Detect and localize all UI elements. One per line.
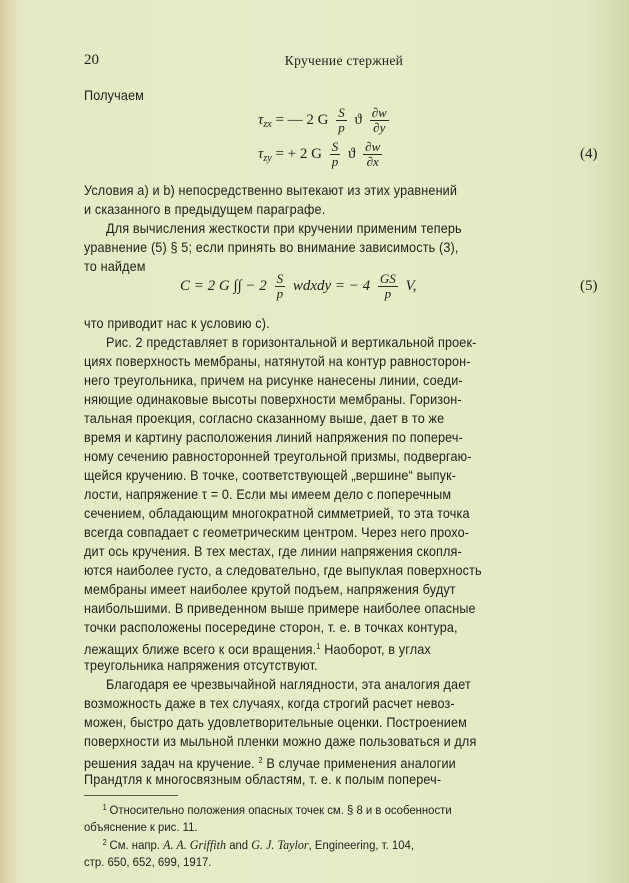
paragraph-4-line: время и картину расположения линий напряжения по попереч- xyxy=(84,430,464,445)
paragraph-4-line: лежащих ближе всего к оси вращения.$^1$ Наоборот, в углах xyxy=(84,642,431,657)
footnote-divider xyxy=(84,795,178,796)
footnote-ref-1[interactable]: 1 xyxy=(316,642,321,651)
paragraph-5-line: Благодаря ее чрезвычайной наглядности, эта аналогия дает xyxy=(106,677,471,692)
paragraph-4-line: всегда совпадает с геометрическим центром. Через него прохо- xyxy=(84,525,470,540)
paragraph-4-line: тальная проекция, согласно сказанному выше, дает в то же xyxy=(84,411,445,426)
footnote-2-cont: стр. 650, 652, 699, 1917. xyxy=(84,854,212,869)
paragraph-5-line: решения задач на кручение. $^2$ В случае применения аналогии xyxy=(84,756,456,771)
equation-4-number: (4) xyxy=(580,146,598,162)
paragraph-1-line: и сказанного в предыдущем параграфе. xyxy=(84,202,326,217)
paragraph-4-line: щейся кручению. В точке, соответствующей „вершине“ выпук- xyxy=(84,468,457,483)
footnote-1: $^1$ Относительно положения опасных точек см. § 8 и в особенности xyxy=(102,803,452,817)
paragraph-5-line: возможность даже в тех случаях, когда строгий расчет невоз- xyxy=(84,696,455,711)
footnote-ref-2[interactable]: 2 xyxy=(258,756,263,765)
paragraph-4-line: Рис. 2 представляет в горизонтальной и вертикальной проек- xyxy=(106,335,477,350)
paragraph-1-line: Условия a) и b) непосредственно вытекают из этих уравнений xyxy=(84,183,458,198)
paragraph-2-line: то найдем xyxy=(84,259,146,274)
paragraph-4-line: точки расположены посередине сторон, т. е. в точках контура, xyxy=(84,620,458,635)
page-number: 20 xyxy=(84,52,99,68)
equation-5-number: (5) xyxy=(580,278,598,294)
paragraph-4-line: ются наиболее густо, а следовательно, где выпуклая поверхность xyxy=(84,563,482,578)
equation-4-line-2: $\tau_{zy}$ = + 2 G $\frac{S}{p}$ ϑ $\frac{\partial w}{\partial x}$ xyxy=(258,139,381,169)
footnote-2: $^2$ См. напр. A. A. Griffith and G. J. Taylor, Engineering, т. 104, xyxy=(102,837,414,852)
paragraph-2-line: Для вычисления жесткости при кручении применим теперь xyxy=(106,221,462,236)
paragraph-5-line: поверхности из мыльной пленки можно даже пользоваться и для xyxy=(84,734,477,749)
paragraph-4-line: лости, напряжение τ = 0. Если мы имеем дело с поперечным xyxy=(84,487,452,502)
paragraph-4-line: дит ось кручения. В тех местах, где линии напряжения скопля- xyxy=(84,544,462,559)
paragraph-4-line: циях поверхность мембраны, натянутой на контур равносторон- xyxy=(84,354,471,369)
paragraph-4-line: ному сечению равносторонней треугольной призмы, подвергаю- xyxy=(84,449,472,464)
paragraph-4-line: няющие одинаковые высоты поверхности мембраны. Горизон- xyxy=(84,392,462,407)
paragraph-4-line: наибольшими. В приведенном выше примере наиболее опасные xyxy=(84,601,476,616)
paragraph-5-line: можен, быстро дать удовлетворительные оценки. Построением xyxy=(84,715,467,730)
paragraph-5-line: Прандтля к многосвязным областям, т. е. к полым попереч- xyxy=(84,772,442,787)
paragraph-4-line: треугольника напряжения отсутствуют. xyxy=(84,658,318,673)
running-title: Кручение стержней xyxy=(284,53,404,68)
running-header xyxy=(84,52,604,72)
paragraph-2-line: уравнение (5) § 5; если принять во внимание зависимость (3), xyxy=(84,240,459,255)
paragraph-3: что приводит нас к условию c). xyxy=(84,316,270,331)
intro-text: Получаем xyxy=(84,88,144,103)
equation-4-line-1: $\tau_{zx}$ = — 2 G $\frac{S}{p}$ ϑ $\frac{\partial w}{\partial y}$ xyxy=(258,105,387,135)
footnotes xyxy=(84,800,582,870)
paragraph-4-line: мембраны имеет наиболее крутой подъем, напряжения будут xyxy=(84,582,456,597)
paragraph-4-line: сечением, обладающим многократной симметрией, то эта точка xyxy=(84,506,470,521)
footnote-1-cont: объяснение к рис. 11. xyxy=(84,819,198,834)
equation-5: C = 2 G ∫∫ − 2 $\frac{S}{p}$ wdxdy = − 4 $\frac{GS}{p}$ V, xyxy=(180,271,417,301)
paragraph-4-line: него треугольника, причем на рисунке нанесены линии, соеди- xyxy=(84,373,463,388)
